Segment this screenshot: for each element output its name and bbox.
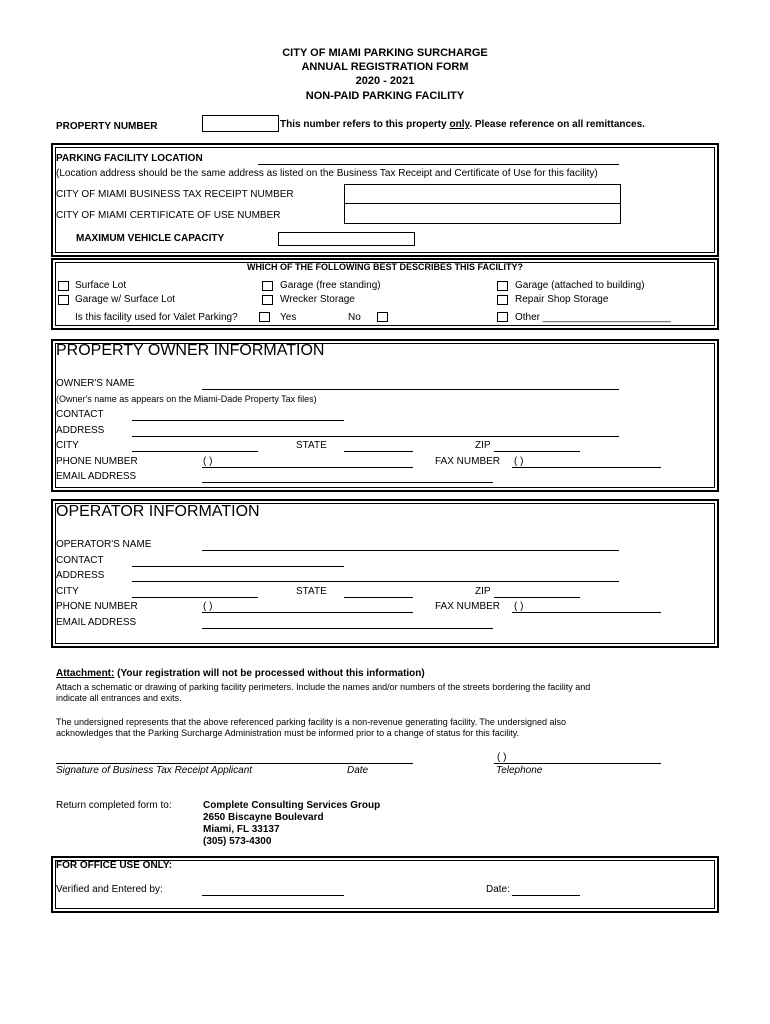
operator-name-label: OPERATOR'S NAME: [56, 539, 152, 550]
operator-fax-paren: ( ): [514, 601, 524, 612]
operator-city-label: CITY: [56, 586, 79, 597]
office-date-line[interactable]: [512, 895, 580, 896]
owner-contact-line[interactable]: [132, 420, 344, 421]
owner-address-label: ADDRESS: [56, 425, 105, 436]
valet-no-checkbox[interactable]: [377, 312, 388, 322]
owner-email-label: EMAIL ADDRESS: [56, 471, 137, 482]
operator-state-line[interactable]: [344, 597, 413, 598]
return-street: 2650 Biscayne Boulevard: [203, 812, 324, 823]
location-title: PARKING FACILITY LOCATION: [56, 153, 203, 164]
valet-yes-label: Yes: [280, 312, 297, 323]
title-line-4: NON-PAID PARKING FACILITY: [305, 90, 465, 102]
other-checkbox[interactable]: [497, 312, 508, 322]
owner-contact-label: CONTACT: [56, 409, 104, 420]
attachment-line-2: indicate all entrances and exits.: [56, 693, 182, 703]
title-line-1: CITY OF MIAMI PARKING SURCHARGE: [282, 47, 488, 59]
certification-line-1: The undersigned represents that the above referenced parking facility is a non-revenue generating facility. The undersigned also: [56, 717, 566, 727]
verified-line[interactable]: [202, 895, 344, 896]
signature-label: Signature of Business Tax Receipt Applicant: [56, 765, 253, 776]
owner-state-line[interactable]: [344, 451, 413, 452]
owner-fax-line[interactable]: [512, 467, 661, 468]
operator-section: [51, 499, 719, 648]
garage-attached-checkbox[interactable]: [497, 281, 508, 291]
surface-lot-checkbox[interactable]: [58, 281, 69, 291]
telephone-paren: ( ): [497, 752, 507, 763]
owner-phone-line[interactable]: [202, 467, 413, 468]
garage-free-label: Garage (free standing): [280, 280, 381, 291]
valet-no-label: No: [348, 312, 361, 323]
owner-email-line[interactable]: [202, 482, 493, 483]
operator-phone-label: PHONE NUMBER: [56, 601, 138, 612]
operator-phone-paren: ( ): [203, 601, 213, 612]
operator-state-label: STATE: [296, 586, 327, 597]
wrecker-label: Wrecker Storage: [280, 294, 355, 305]
return-phone: (305) 573-4300: [203, 836, 272, 847]
surface-lot-label: Surface Lot: [75, 280, 127, 291]
owner-fax-paren: ( ): [514, 456, 524, 467]
office-date-label: Date:: [486, 884, 510, 895]
return-city: Miami, FL 33137: [203, 824, 280, 835]
repair-shop-checkbox[interactable]: [497, 295, 508, 305]
operator-contact-label: CONTACT: [56, 555, 104, 566]
cu-number-input[interactable]: [344, 203, 621, 224]
operator-phone-line[interactable]: [202, 612, 413, 613]
owner-zip-line[interactable]: [494, 451, 580, 452]
attachment-line-1: Attach a schematic or drawing of parking facility perimeters. Include the names and/or numbers of the streets bordering the facility and: [56, 682, 591, 692]
btr-number-label: CITY OF MIAMI BUSINESS TAX RECEIPT NUMBER: [56, 189, 294, 200]
operator-zip-line[interactable]: [494, 597, 580, 598]
attachment-heading: Attachment: (Your registration will not be processed without this information): [56, 668, 425, 679]
title-line-2: ANNUAL REGISTRATION FORM: [301, 61, 469, 73]
owner-title: PROPERTY OWNER INFORMATION: [56, 342, 325, 359]
garage-surface-label: Garage w/ Surface Lot: [75, 294, 176, 305]
owner-state-label: STATE: [296, 440, 327, 451]
owner-section: [51, 339, 719, 492]
other-label: Other _______________________: [515, 312, 671, 323]
location-note: (Location address should be the same address as listed on the Business Tax Receipt and Certificate of Use for this facility): [56, 168, 598, 179]
signature-date-label: Date: [347, 765, 369, 776]
btr-number-input[interactable]: [344, 184, 621, 205]
operator-fax-line[interactable]: [512, 612, 661, 613]
owner-phone-paren: ( ): [203, 456, 213, 467]
operator-name-line[interactable]: [202, 550, 619, 551]
owner-zip-label: ZIP: [475, 440, 491, 451]
valet-question: Is this facility used for Valet Parking?: [75, 312, 238, 323]
owner-fax-label: FAX NUMBER: [435, 456, 501, 467]
operator-email-label: EMAIL ADDRESS: [56, 617, 137, 628]
owner-address-line[interactable]: [132, 436, 619, 437]
owner-city-line[interactable]: [132, 451, 258, 452]
capacity-input[interactable]: [278, 232, 415, 246]
owner-name-line[interactable]: [202, 389, 619, 390]
operator-zip-label: ZIP: [475, 586, 491, 597]
repair-shop-label: Repair Shop Storage: [515, 294, 609, 305]
wrecker-checkbox[interactable]: [262, 295, 273, 305]
facility-type-question: WHICH OF THE FOLLOWING BEST DESCRIBES THIS FACILITY?: [247, 262, 523, 272]
owner-name-label: OWNER'S NAME: [56, 378, 135, 389]
property-number-label: PROPERTY NUMBER: [56, 121, 158, 132]
operator-title: OPERATOR INFORMATION: [56, 503, 260, 520]
certification-line-2: acknowledges that the Parking Surcharge Administration must be informed prior to a change of status for this facility.: [56, 728, 520, 738]
capacity-label: MAXIMUM VEHICLE CAPACITY: [76, 233, 225, 244]
operator-contact-line[interactable]: [132, 566, 344, 567]
verified-label: Verified and Entered by:: [56, 884, 163, 895]
owner-city-label: CITY: [56, 440, 79, 451]
cu-number-label: CITY OF MIAMI CERTIFICATE OF USE NUMBER: [56, 210, 281, 221]
operator-city-line[interactable]: [132, 597, 258, 598]
operator-fax-label: FAX NUMBER: [435, 601, 501, 612]
operator-address-label: ADDRESS: [56, 570, 105, 581]
property-number-input[interactable]: [202, 115, 279, 132]
operator-address-line[interactable]: [132, 581, 619, 582]
valet-yes-checkbox[interactable]: [259, 312, 270, 322]
location-address-line[interactable]: [258, 164, 619, 165]
property-number-note: This number refers to this property only. Please reference on all remittances.: [280, 119, 645, 130]
title-line-3: 2020 - 2021: [355, 75, 415, 87]
signature-line[interactable]: [56, 763, 413, 764]
telephone-line[interactable]: [494, 763, 661, 764]
telephone-label: Telephone: [496, 765, 543, 776]
return-org: Complete Consulting Services Group: [203, 800, 381, 811]
return-label: Return completed form to:: [56, 800, 172, 811]
garage-surface-checkbox[interactable]: [58, 295, 69, 305]
owner-name-note: (Owner's name as appears on the Miami-Dade Property Tax files): [56, 394, 317, 404]
garage-free-checkbox[interactable]: [262, 281, 273, 291]
operator-email-line[interactable]: [202, 628, 493, 629]
garage-attached-label: Garage (attached to building): [515, 280, 645, 291]
owner-phone-label: PHONE NUMBER: [56, 456, 138, 467]
office-use-title: FOR OFFICE USE ONLY:: [56, 860, 173, 871]
